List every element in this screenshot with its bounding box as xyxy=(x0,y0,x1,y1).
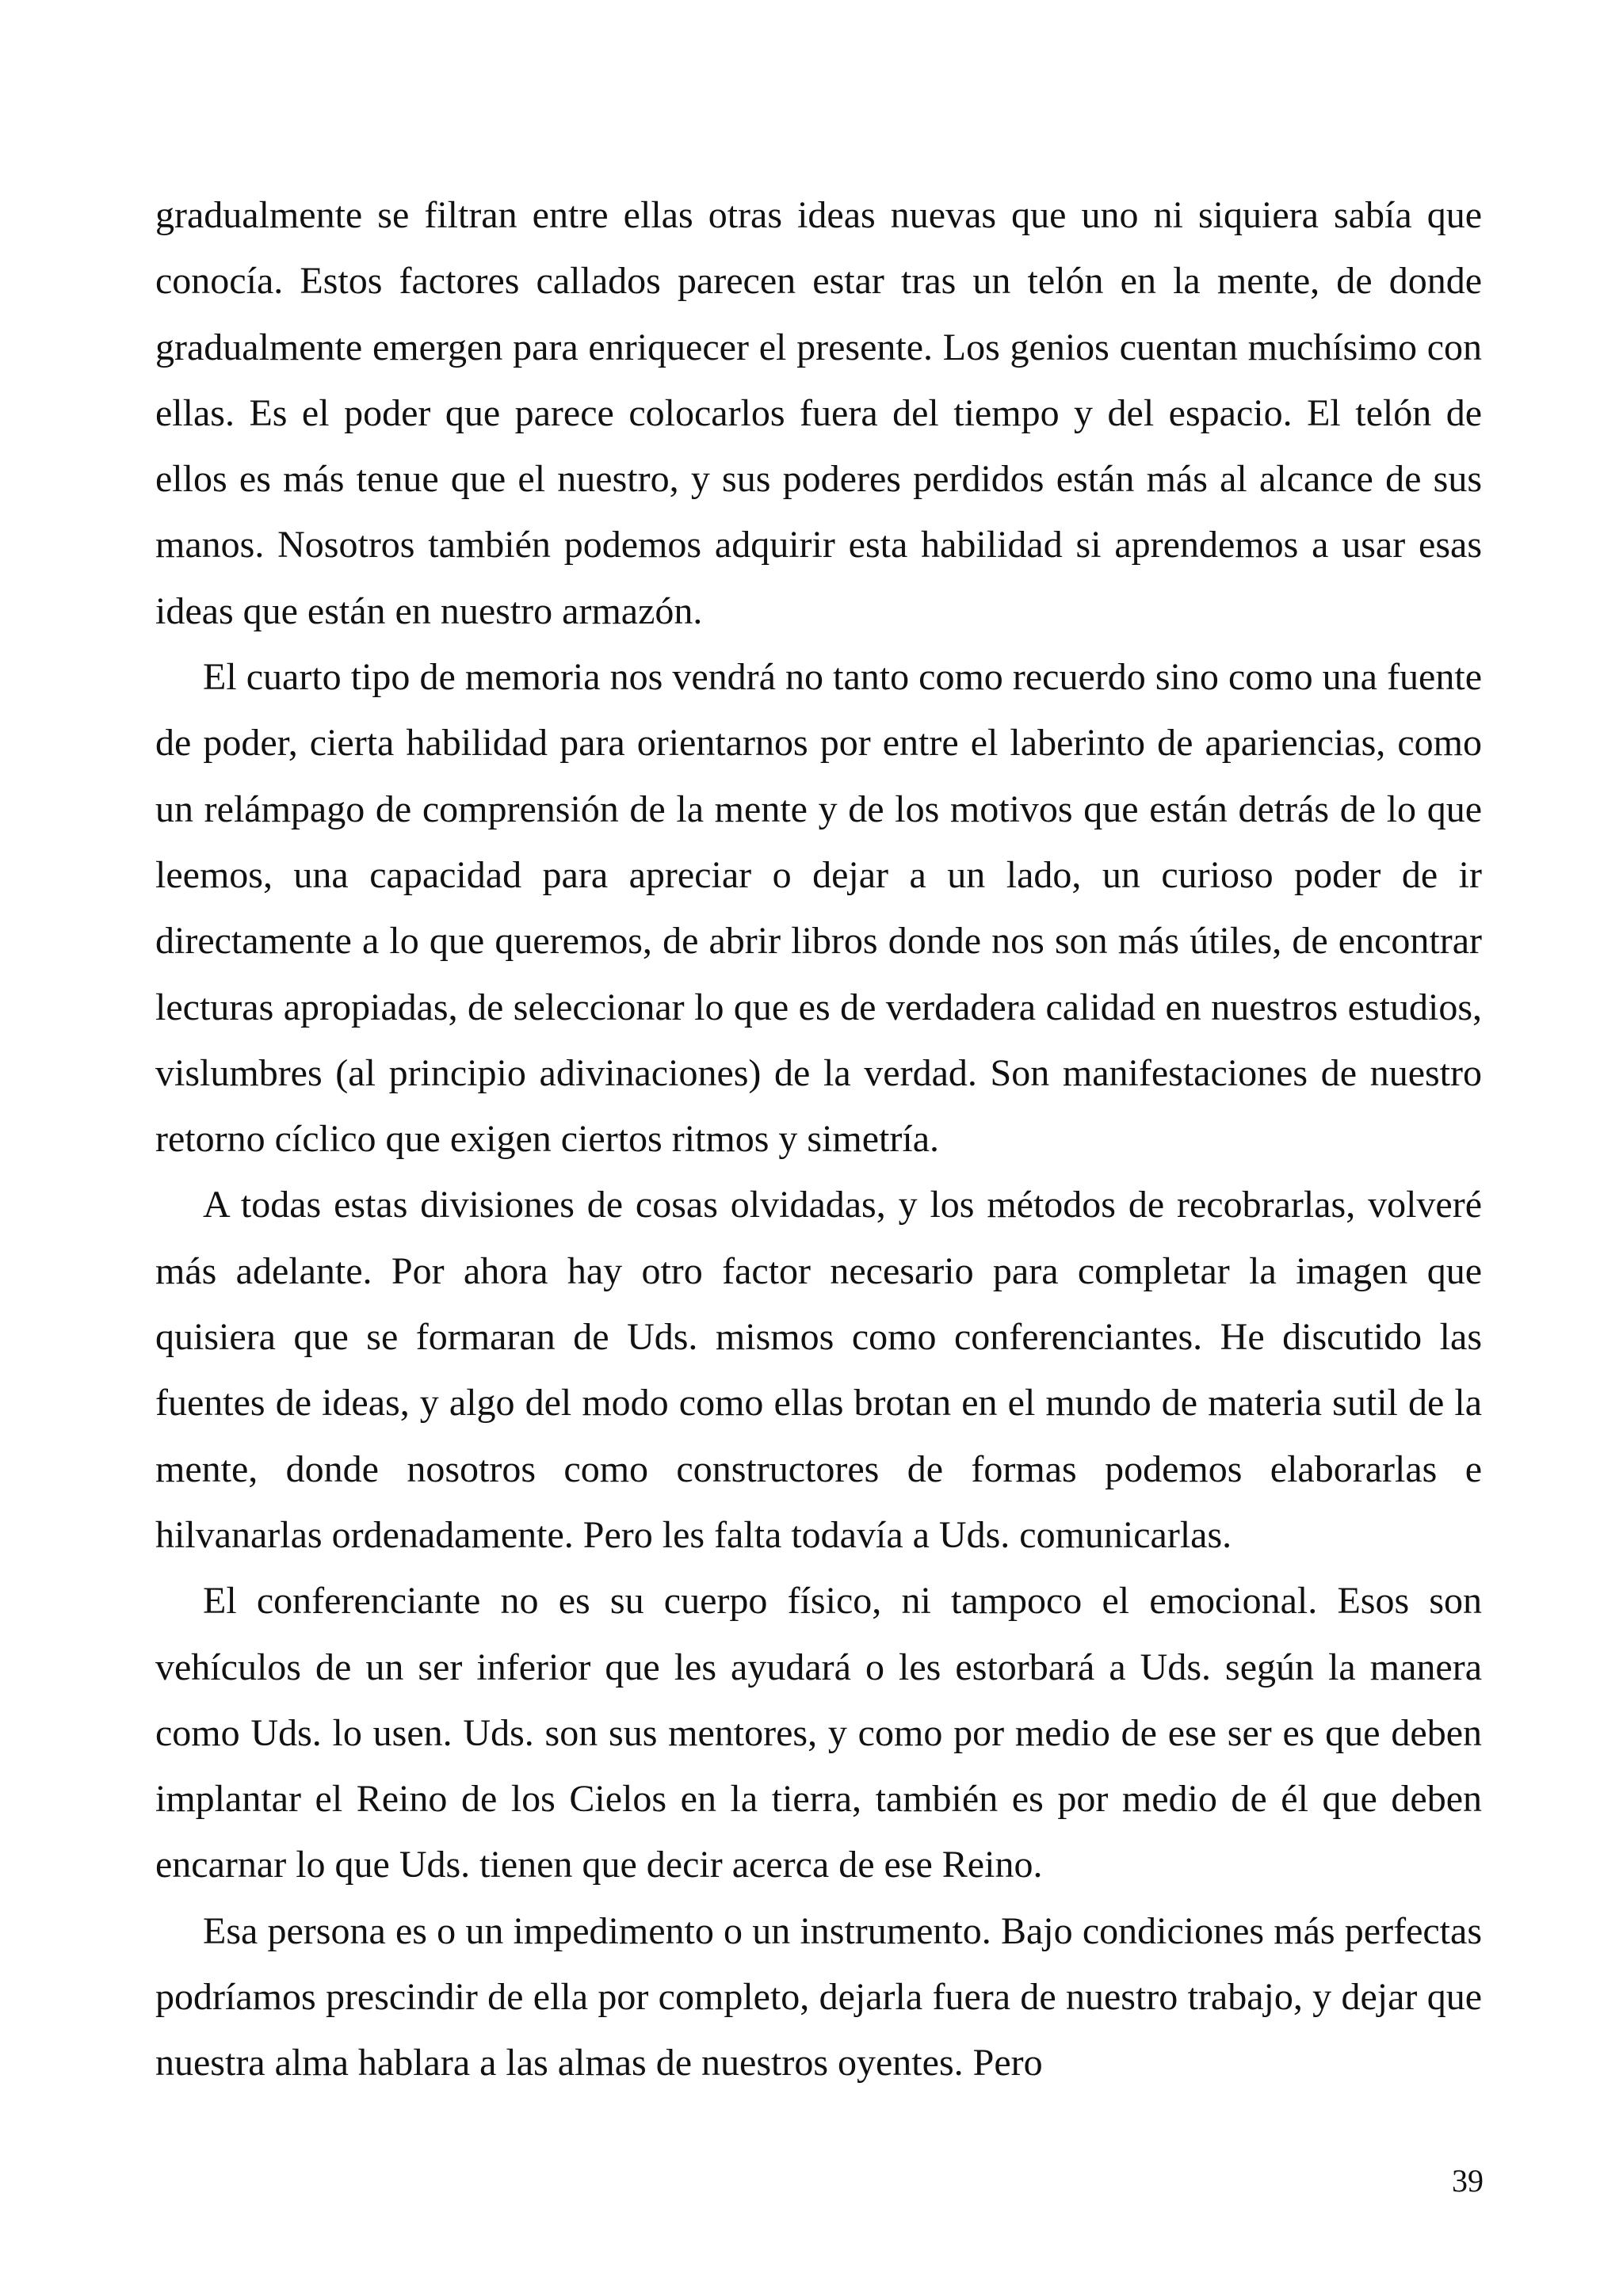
paragraph-2: El cuarto tipo de memoria nos vendrá no tanto como recuerdo sino como una fuente de poder, cierta habilidad para orientarnos por entre el laberinto de apariencias, como un relámpago de comprensión de la mente y de los motivos que están detrás de lo que leemos, una capacidad para apreciar o dejar a un lado, un curioso poder de ir directamente a lo que queremos, de abrir libros donde nos son más útiles, de encontrar lecturas apropiadas, de seleccionar lo que es de verdadera calidad en nuestros estudios, vislumbres (al principio adivinaciones) de la verdad. Son manifestaciones de nuestro retorno cíclico que exigen ciertos ritmos y simetría. xyxy=(155,656,1482,1161)
page-number: 39 xyxy=(1452,2163,1484,2199)
paragraph-4: El conferenciante no es su cuerpo físico, ni tampoco el emocional. Esos son vehículos de un ser inferior que les ayudará o les estorbará a Uds. según la manera como Uds. lo usen. Uds. son sus mentores, y como por medio de ese ser es que deben implantar el Reino de los Cielos en la tierra, también es por medio de él que deben encarnar lo que Uds. tienen que decir acerca de ese Reino. xyxy=(155,1580,1482,1886)
paragraph-3: A todas estas divisiones de cosas olvidadas, y los métodos de recobrarlas, volveré más adelante. Por ahora hay otro factor necesario para completar la imagen que quisiera que se formaran de Uds. mismos como conferenciantes. He discutido las fuentes de ideas, y algo del modo como ellas brotan en el mundo de materia sutil de la mente, donde nosotros como constructores de formas podemos elaborarlas e hilvanarlas ordenadamente. Pero les falta todavía a Uds. comunicarlas. xyxy=(155,1184,1482,1556)
body-text xyxy=(155,182,1482,2096)
paragraph-1: gradualmente se filtran entre ellas otras ideas nuevas que uno ni siquiera sabía que conocía. Estos factores callados parecen estar tras un telón en la mente, de donde gradualmente emergen para enriquecer el presente. Los genios cuentan muchísimo con ellas. Es el poder que parece colocarlos fuera del tiempo y del espacio. El telón de ellos es más tenue que el nuestro, y sus poderes perdidos están más al alcance de sus manos. Nosotros también podemos adquirir esta habilidad si aprendemos a usar esas ideas que están en nuestro armazón. xyxy=(155,194,1482,632)
paragraph-5: Esa persona es o un impedimento o un instrumento. Bajo condiciones más perfectas podríamos prescindir de ella por completo, dejarla fuera de nuestro trabajo, y dejar que nuestra alma hablara a las almas de nuestros oyentes. Pero xyxy=(155,1909,1482,2084)
